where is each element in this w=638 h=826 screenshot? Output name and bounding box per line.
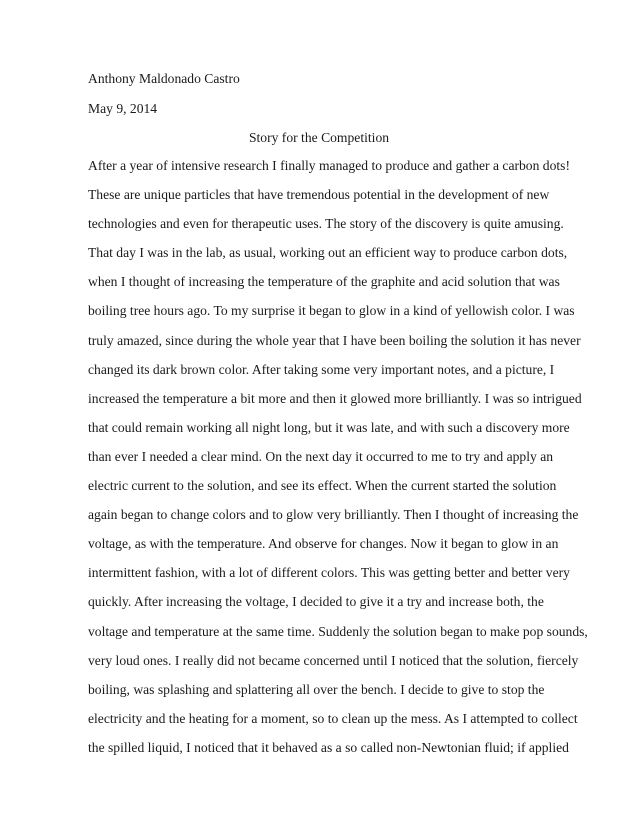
body-line: voltage, as with the temperature. And observe for changes. Now it began to glow in an [88,536,559,551]
body-line: These are unique particles that have tremendous potential in the development of new [88,187,550,202]
body-line: boiling tree hours ago. To my surprise it began to glow in a kind of yellowish color. I was [88,303,575,318]
body-line: again began to change colors and to glow very brilliantly. Then I thought of increasing the [88,507,579,522]
body-line: changed its dark brown color. After taking some very important notes, and a picture, I [88,362,555,377]
body-line: That day I was in the lab, as usual, working out an efficient way to produce carbon dots, [88,245,568,260]
body-line: than ever I needed a clear mind. On the next day it occurred to me to try and apply an [88,449,554,464]
body-line: intermittent fashion, with a lot of different colors. This was getting better and better very [88,565,570,580]
body-line: boiling, was splashing and splattering all over the bench. I decide to give to stop the [88,682,545,697]
body-line: electricity and the heating for a moment, so to clean up the mess. As I attempted to collect [88,711,578,726]
body-line: when I thought of increasing the temperature of the graphite and acid solution that was [88,274,560,289]
body-line: quickly. After increasing the voltage, I decided to give it a try and increase both, the [88,594,544,609]
body-line: the spilled liquid, I noticed that it behaved as a so called non-Newtonian fluid; if applied [88,740,569,755]
document-title: Story for the Competition [248,130,390,145]
document-date: May 9, 2014 [88,101,158,116]
body-line: increased the temperature a bit more and then it glowed more brilliantly. I was so intrigued [88,391,582,406]
body-line: After a year of intensive research I finally managed to produce and gather a carbon dots! [88,158,570,173]
body-line: very loud ones. I really did not became concerned until I noticed that the solution, fiercely [88,653,579,668]
body-line: electric current to the solution, and see its effect. When the current started the solution [88,478,557,493]
body-line: voltage and temperature at the same time. Suddenly the solution began to make pop sounds, [88,624,588,639]
body-line: technologies and even for therapeutic uses. The story of the discovery is quite amusing. [88,216,564,231]
author-name: Anthony Maldonado Castro [88,71,240,86]
body-line: truly amazed, since during the whole year that I have been boiling the solution it has never [88,333,581,348]
body-line: that could remain working all night long, but it was late, and with such a discovery more [88,420,570,435]
